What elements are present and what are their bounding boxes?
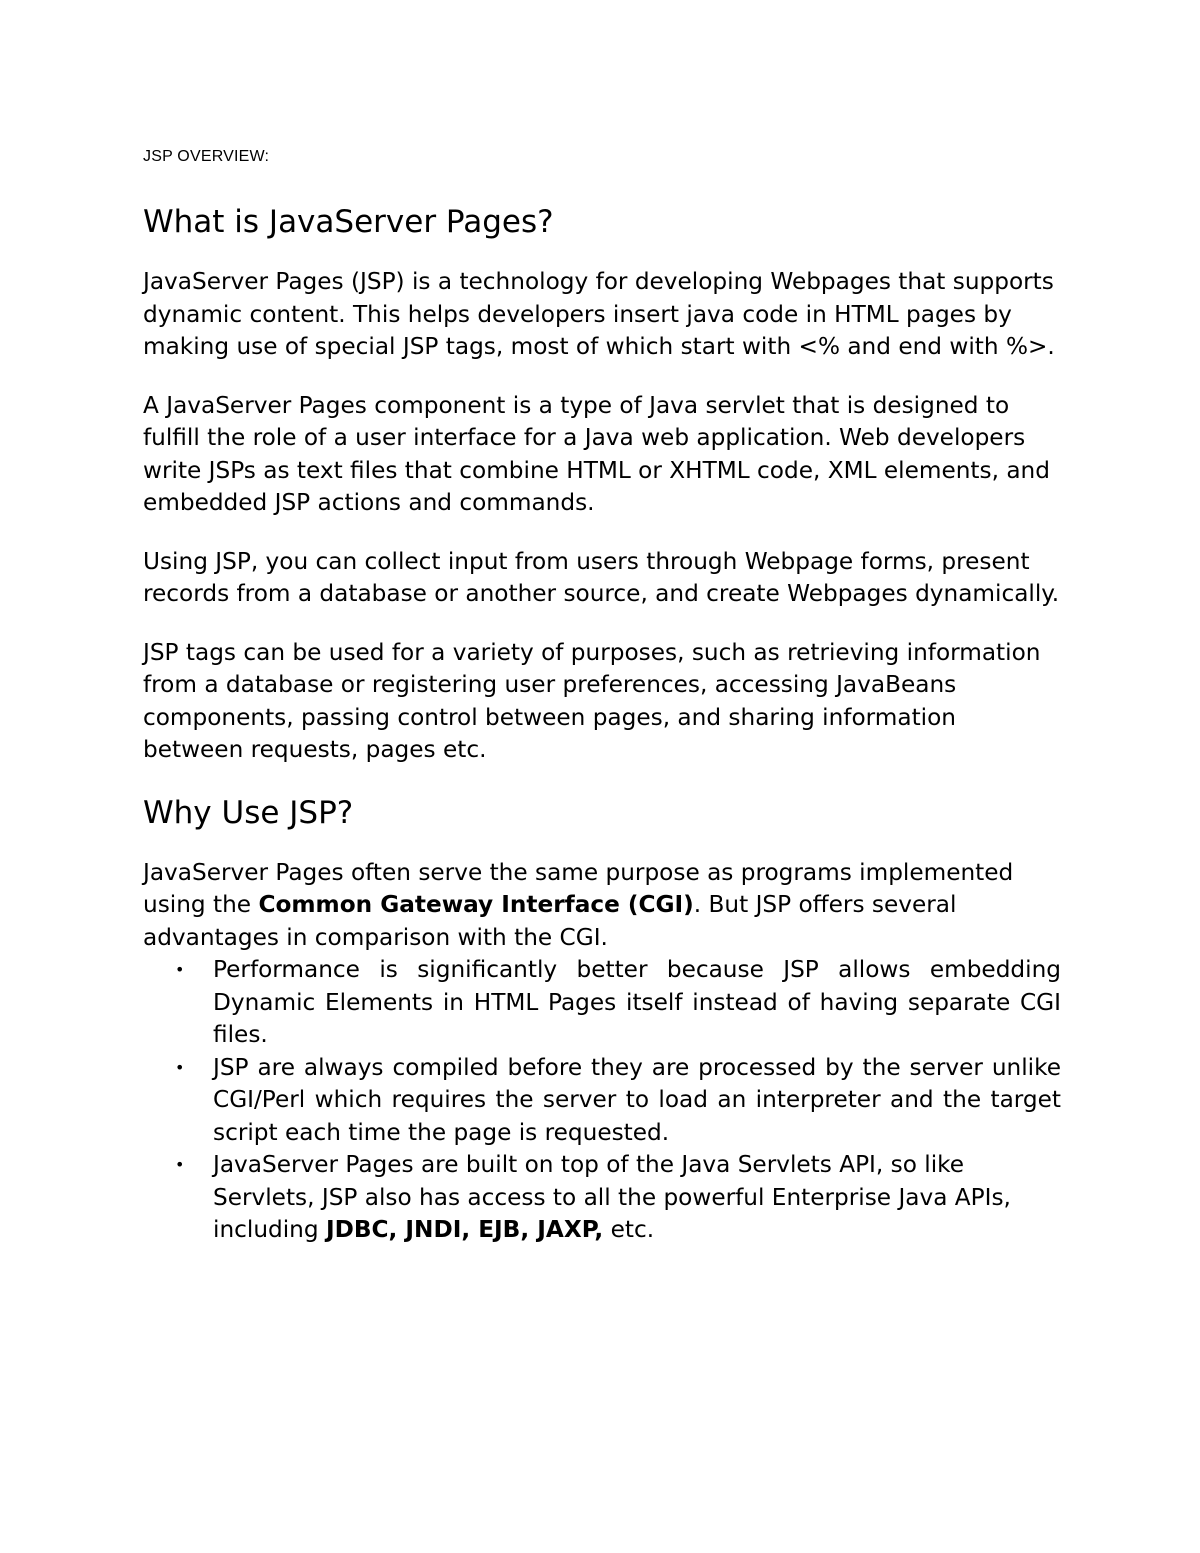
document-body <box>143 146 1061 1247</box>
cgi-intro-text-after: . But JSP offers several advantages in comparison with the CGI. <box>143 891 957 951</box>
list-item <box>143 1052 1061 1150</box>
bullet-icon: • <box>175 1057 185 1077</box>
list-item-text: Performance is significantly better because JSP allows embedding Dynamic Elements in HTML Pages itself instead of having separate CGI files. <box>213 956 1061 1048</box>
api-list-bold: JDBC, JNDI, EJB, JAXP, <box>325 1216 604 1243</box>
cgi-intro-text-before: JavaServer Pages often serve the same purpose as programs implemented using the <box>143 858 1014 918</box>
section-heading-what-is-jsp: What is JavaServer Pages? <box>143 204 554 240</box>
section-heading-why-use-jsp: Why Use JSP? <box>143 794 354 831</box>
list-item-text: JSP are always compiled before they are processed by the server unlike CGI/Perl which requires the server to load an interpreter and the target script each time the page is requested. <box>213 1053 1061 1146</box>
paragraph-cgi-intro <box>143 857 1061 955</box>
bullet-icon: • <box>175 960 185 979</box>
paragraph-jsp-usage: Using JSP, you can collect input from users through Webpage forms, present records from a database or another source, and create Webpages dynamically. <box>143 547 1060 607</box>
list-item <box>143 954 1061 1052</box>
paragraph-jsp-definition: JavaServer Pages (JSP) is a technology for developing Webpages that supports dynamic content. This helps developers insert java code in HTML pages by making use of special JSP tags, most of which start with <% and end with %>. <box>143 268 1055 360</box>
document-label: JSP OVERVIEW: <box>143 148 270 165</box>
list-item-text-after: etc. <box>603 1216 655 1243</box>
list-item <box>143 1149 1061 1247</box>
bullet-icon: • <box>175 1155 185 1174</box>
advantages-list <box>143 954 1061 1247</box>
paragraph-jsp-tags: JSP tags can be used for a variety of purposes, such as retrieving information from a database or registering user preferences, accessing JavaBeans components, passing control between pages, and sharing information between requests, pages etc. <box>143 638 1041 763</box>
paragraph-jsp-component: A JavaServer Pages component is a type of Java servlet that is designed to fulfill the role of a user interface for a Java web application. Web developers write JSPs as text files that combine HTML or XHTML code, XML elements, and embedded JSP actions and commands. <box>143 391 1050 516</box>
cgi-term-bold: Common Gateway Interface (CGI) <box>258 891 694 918</box>
list-item-text-before: JavaServer Pages are built on top of the Java Servlets API, so like Servlets, JSP also has access to all the powerful Enterprise Java APIs, including <box>213 1151 1011 1243</box>
